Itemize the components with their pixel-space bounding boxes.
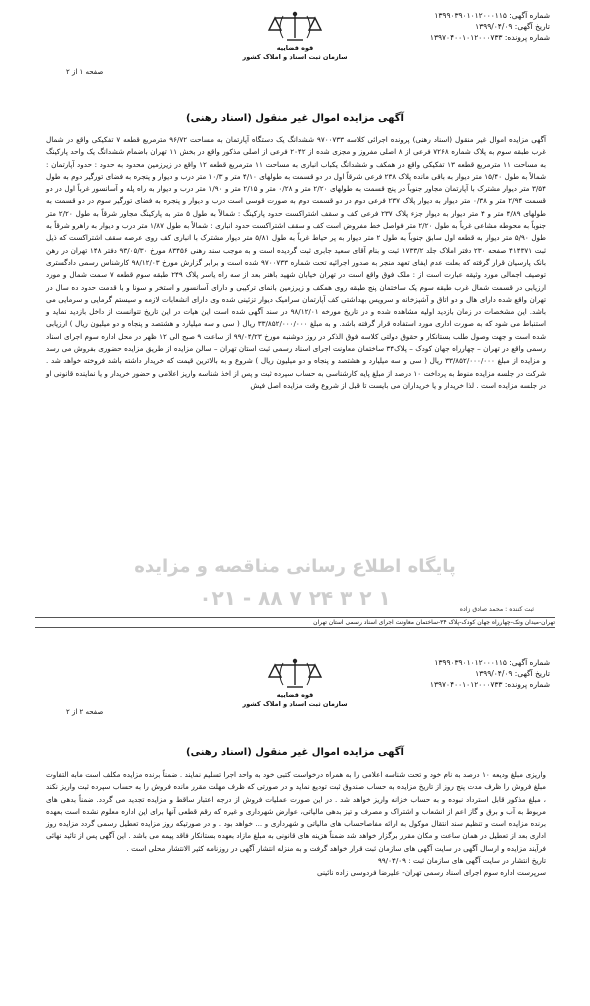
- scales-emblem-icon: [263, 657, 327, 691]
- notice-meta: [430, 657, 550, 690]
- page-number: صفحه ۲ از ۲: [66, 708, 104, 716]
- notice-date: تاریخ آگهی: ۱۳۹۹/۰۴/۰۹: [475, 669, 550, 678]
- publish-date-line: تاریخ انتشار در سایت آگهی های سازمان ثبت : ۹۹/۰۴/۰۹: [377, 856, 546, 866]
- signature-line: ثبت کننده : محمد صادق زاده: [459, 606, 534, 613]
- org-name-registry: سازمان ثبت اسناد و املاک کشور: [242, 700, 348, 708]
- notice-body: [46, 134, 546, 392]
- notice-body: [46, 769, 546, 880]
- notice-meta: [430, 10, 550, 43]
- page-number: صفحه ۱ از ۲: [66, 68, 104, 76]
- notice-number: شماره آگهی: ۱۳۹۹۰۳۹۰۱۰۱۲۰۰۰۱۱۵: [434, 11, 550, 20]
- judiciary-emblem: [235, 10, 355, 62]
- notice-number: شماره آگهی: ۱۳۹۹۰۳۹۰۱۰۱۲۰۰۰۱۱۵: [434, 658, 550, 667]
- org-name-registry: سازمان ثبت اسناد و املاک کشور: [242, 53, 348, 61]
- judiciary-emblem: [235, 657, 355, 709]
- official-signature-line: سرپرست اداره سوم اجرای اسناد رسمی تهران- علیرضا فردوسی زاده نائینی: [316, 868, 546, 878]
- watermark-title: پایگاه اطلاع رسانی مناقصه و مزایده: [134, 556, 456, 577]
- scales-emblem-icon: [263, 10, 327, 44]
- watermark-phone: ۰۲۱ - ۸۸ ۷ ۲۴ ۳ ۲ ۱: [199, 586, 391, 610]
- notice-title: آگهی مزایده اموال غیر منقول (اسناد رهنی): [186, 747, 404, 758]
- notice-title: آگهی مزایده اموال غیر منقول (اسناد رهنی): [186, 113, 404, 124]
- case-number: شماره پرونده: ۱۳۹۷۰۴۰۰۱۰۱۲۰۰۰۷۳۳: [429, 33, 550, 42]
- notice-body-text: واریزی مبلغ ودیعه ۱۰ درصد به نام خود و تحت شناسه اعلامی را به همراه درخواست کتبی خود به واحد اجرا تسلیم نمایند . ضمناً برنده مزایده مکلف است مابه التفاوت مبلغ فروش را ظرف مدت پنج روز از تاریخ مزایده به حساب صندوق ثبت تودیع نماید و در صورتی که ظرف مهلت مقرر مانده فروش را به حساب سپرده ثبت واریز نکند ، مبلغ مذکور قابل استرداد نبوده و به حساب خزانه واریز خواهد شد . در این صورت عملیات فروش از درجه اعتبار ساقط و مزایده تجدید می گردد. ضمناً بدهی های مربوط به آب و برق و گاز اعم از انشعاب و اشتراک و مصرف و تیز بدهی مالیاتی، عوارض شهرداری و غیره که رقم قطعی آنها برای این اداره معلوم نشده است بعهده برنده مزایده است و تنظیم سند انتقال موکول به ارائه مفاصاحساب های مالیاتی و شهرداری و ... خواهد بود . و در صورتیکه روز مزایده تعطیل رسمی گردد مزایده روز اداری بعد از تعطیل در همان ساعت و مکان مقرر برگزار خواهد شد ضمناً هزینه های قانونی به مبلغ مازاد بعهده بستانکار فاقد پیمه می باشد . این آگهی پس از تائید نهائی فرآیند مزایده و ارسال آگهی در سایت آگهی های سازمان ثبت قرار خواهد گرفت و به منزله انتشار آگهی در روزنامه کثیر الانتشار محلی است .: [46, 770, 546, 853]
- notice-date: تاریخ آگهی: ۱۳۹۹/۰۴/۰۹: [475, 22, 550, 31]
- case-number: شماره پرونده: ۱۳۹۷۰۴۰۰۱۰۱۲۰۰۰۷۳۳: [429, 680, 550, 689]
- org-name-judiciary: قوه قضاییه: [276, 691, 314, 699]
- address-footer: تهران-میدان ونک-چهارراه جهان کودک-پلاک ۳۴-ساختمان معاونت اجرای اسناد رسمی استان تهران: [35, 617, 555, 628]
- notice-body-text: آگهی مزایده اموال غیر منقول (اسناد رهنی) پرونده اجرائی کلاسه ۹۷۰۰۷۳۳ ششدانگ یک دستگاه آپارتمان به مساحت ۹۶/۷۲ مترمربع قطعه ۷ تفکیکی واقع در شمال غرب طبقه سوم به پلاک شماره ۷۲۶۸ فرعی از ۸ اصلی مفروز و مجزی شده از ۲۰۴۲ فرعی از اصلی مذکور واقع در بخش ۱۱ تهران باضمام ششدانگ یک واحد پارکینگ به مساحت ۱۱ مترمربع قطعه ۱۳ تفکیکی واقع در همکف و ششدانگ یکباب انباری به مساحت ۱۱ مترمربع قطعه ۱۲ واقع در زیرزمین محدود به حدود : حدود آپارتمان : شمالاً به طول ۱۵/۴۰ متر دیوار به باقی مانده پلاک ۲۳۸ فرعی شرقاً اول در دو قسمت به طولهای ۴/۱۰ متر و ۱۰/۳ متر درب و دیوار و پنجره به فضای تورگیر دوم به طول ۳/۵۴ متر دیوار مشترک با آپارتمان مجاور جنوباً در پنج قسمت به طولهای ۲/۲۰ متر و ۰/۲۸ متر و ۲/۱۵ متر و ۱/۹۰ متر درب و دیوار به راه پله و آسانسور غرباً اول در دو قسمت ۲/۹۴ متر و ۰/۳۸ متر دیوار به دیوار پلاک ۲۳۷ فرعی دوم در دو قسمت دوم به صورت قوسی است درب و دیوار و پنجره به فضای تورگیر سوم در دو قسمت به طولهای ۴/۸۹ متر و ۴ متر دیوار به دیوار جزء پلاک ۲۳۷ فرعی کف و سقف اشتراکست حدود پارکینگ : شمالاً به طول ۵ متر به پارکینگ مجاور شرقاً به طول ۲/۲۰ متر جنوباً به محوطه مشاعی غرباً به طول ۲/۲۰ متر فواصل خط مفروض است کف و سقف اشتراکست حدود انباری : شمالاً به طول ۱/۸۷ متر درب و دیوار به راهرو شرقاً به طول ۵/۹۰ متر دیوار به قطعه اول سابق جنوباً به طول ۲ متر دیوار به پر حیاط غرباً به طول ۵/۸۱ متر دیوار مشترک با انباری کف روی عرصه سقف اشتراکست که ذیل ثبت ۴۱۴۳۷۱ صفحه ۲۳۰ دفتر املاک جلد ۱۷۳۳/۲ ثبت و بنام آقای سعید جابری ثبت گردیده است و به موجب سند رهنی ۸۳۴۵۶ مورخ ۹۳/۰۵/۳۰ دفتر ۱۴۸ تهران در رهن بانک پارسیان قرار گرفته که بعلت عدم ایفای تعهد منجر به صدور اجرائیه تحت شماره ۹۷۰۰۷۳۳ شده است و برابر گزارش مورخ ۹۸/۱۲/۰۳ کارشناس رسمی دادگستری توصیف اجمالی مورد وثیقه عبارت است از : ملک فوق واقع است در تهران خیابان شهید باهنر بعد از سه راه یاسر پلاک ۲۴۹ طبقه سوم قطعه ۷ سمت شمال و مورد ارزیابی در قسمت شمال غرب طبقه سوم یک ساختمان پنج طبقه روی همکف و زیرزمین بانمای ترکیبی و دارای آسانسور و استخر و سونا و با قدمت حدود ده سال در تهران واقع شده دارای هال و دو اتاق و آشپزخانه و سرویس بهداشتی کف آپارتمان سرامیک دیوار تزئینی شده وی دارای انشعابات لازمه و سیستم گرمایی و سرمایی می باشد. این مشخصات در زمان بازدید اولیه مشاهده شده و در تاریخ مورخه ۹۸/۱۲/۰۱ در سند آگهی شده است این هیات در این تاریخ تتوانست از داخل بازدید نماید و استنباط می شود که به صورت اداری مورد استفاده قرار گرفته باشد. و به مبلغ ۳۳/۸۵۲/۰۰۰/۰۰۰ ریال ( سی و سه میلیارد و هشتصد و پنجاه و دو میلیون ریال ) ارزیابی شده است و جهت وصول طلب بستانکار و حقوق دولتی کلاسه فوق الذکر در روز دوشنبه مورخ ۹۹/۰۴/۲۳ از ساعت ۹ صبح الی ۱۲ ظهر در محل اداره سوم اجرای اسناد رسمی واقع در تهران – چهارراه جهان کودک – پلاک۳۴ ساختمان معاونت اجرای اسناد رسمی ثبت استان تهران – سالن مزایده از طریق مزایده حضوری بفروش می رسد و مزایده از مبلغ ۳۳/۸۵۲/۰۰۰/۰۰۰ ریال ( سی و سه میلیارد و هشتصد و پنجاه و دو میلیون ریال ) شروع و به بالاترین قیمت که خریدار داشته باشد فروخته خواهد شد . شرکت در جلسه مزایده منوط به پرداخت ۱۰ درصد از مبلغ پایه کارشناسی به حساب سپرده ثبت و پس از اخذ شناسه واریز اعلامی و حضور خریدار و یا نماینده قانونی او در جلسه مزایده است . لذا خریدار و یا خریداران می بایست تا قبل از شروع وقت مزایده اصل فیش: [46, 135, 547, 390]
- org-name-judiciary: قوه قضاییه: [276, 44, 314, 52]
